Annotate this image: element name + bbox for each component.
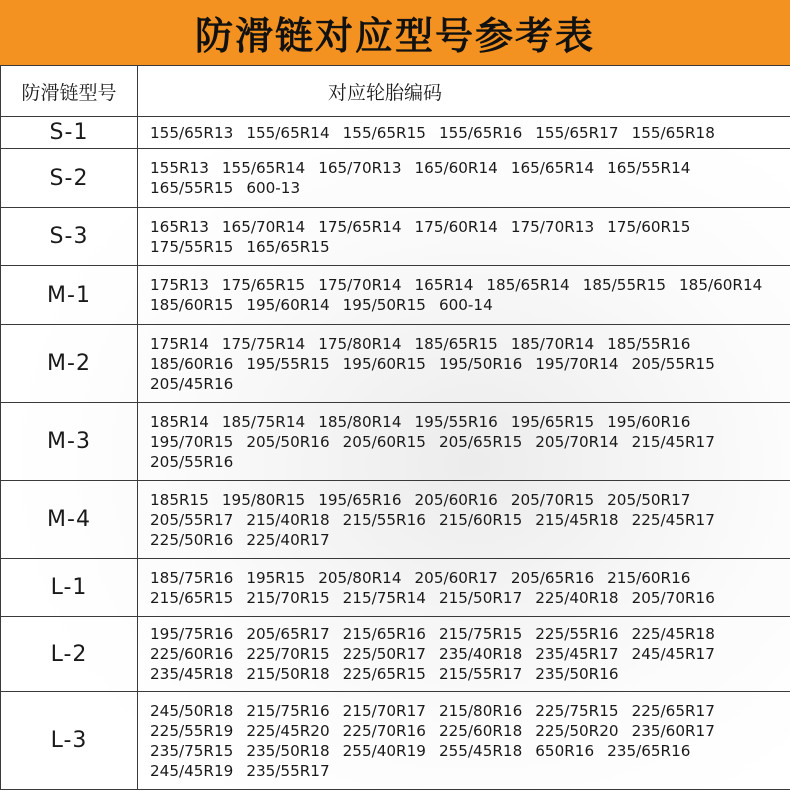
- tire-size-list: [138, 117, 790, 149]
- tire-size: 195/50R16: [438, 354, 523, 373]
- tire-size: 225/40R17: [246, 530, 330, 549]
- tire-size: 235/60R17: [631, 721, 715, 740]
- tire-size: 195/55R15: [246, 354, 330, 373]
- tire-size-list: [138, 559, 790, 617]
- title-banner: [0, 0, 790, 65]
- tire-size: 165/60R14: [414, 159, 498, 177]
- tire-size: 195/55R16: [414, 412, 498, 431]
- tire-size: 225/70R15: [246, 645, 330, 663]
- tire-size: 175R13: [150, 276, 209, 294]
- tire-size: 205/70R15: [510, 490, 595, 509]
- tire-size: 205/45R16: [150, 374, 234, 393]
- tire-size: 155R13: [150, 159, 209, 177]
- tire-size: 175/60R14: [414, 217, 498, 236]
- tire-size: 225/45R20: [246, 721, 330, 740]
- tire-size: 205/50R16: [246, 432, 330, 451]
- tire-size: 155/65R14: [221, 159, 306, 177]
- tire-size: 155/65R15: [342, 123, 426, 142]
- tire-size: 245/50R18: [150, 701, 234, 720]
- chain-model: M-1: [1, 266, 138, 325]
- tire-size: 185/75R14: [221, 412, 306, 431]
- tire-size: 215/60R15: [438, 510, 523, 529]
- tire-size: 195/70R15: [150, 432, 234, 451]
- tire-size: 225/75R15: [535, 701, 619, 720]
- tire-size: 155/65R14: [246, 123, 330, 142]
- tire-size: 215/55R16: [342, 510, 426, 529]
- tire-size: 185R14: [150, 412, 209, 431]
- tire-size: 225/50R20: [535, 721, 619, 740]
- tire-size: 195/60R15: [342, 354, 426, 373]
- tire-size: 175/55R15: [150, 237, 234, 256]
- tire-size: 175/70R13: [510, 217, 595, 236]
- tire-size: 205/55R15: [631, 354, 715, 373]
- tire-size: 195/65R15: [510, 412, 595, 431]
- tire-size: 185/75R16: [150, 568, 234, 587]
- table-row: [1, 481, 790, 559]
- tire-size: 225/60R18: [438, 721, 523, 740]
- tire-size: 165/70R13: [318, 159, 402, 177]
- tire-size: 245/45R17: [631, 645, 715, 663]
- tire-size: 195/70R14: [535, 354, 619, 373]
- tire-size: 195/80R15: [221, 490, 306, 509]
- tire-size: 155/65R16: [438, 123, 523, 142]
- tire-size: 205/80R14: [318, 568, 402, 587]
- tire-size-list: [138, 266, 790, 325]
- tire-size: 225/40R18: [535, 588, 619, 607]
- tire-size: 195/50R15: [342, 296, 426, 314]
- tire-size: 235/50R16: [535, 665, 619, 683]
- tire-size: 225/45R17: [631, 510, 715, 529]
- tire-size: 235/40R18: [438, 645, 523, 663]
- tire-size: 225/50R17: [342, 645, 426, 663]
- tire-size: 205/60R17: [414, 568, 498, 587]
- tire-size: 195/75R16: [150, 625, 234, 643]
- tire-size: 175/65R14: [318, 217, 402, 236]
- tire-size: 215/70R17: [342, 701, 426, 720]
- chain-model: M-3: [1, 403, 138, 481]
- tire-size: 165/65R14: [510, 159, 595, 177]
- table-row: [1, 617, 790, 692]
- tire-size: 215/55R17: [438, 665, 523, 683]
- table-row: [1, 149, 790, 208]
- tire-size: 185/55R15: [582, 276, 666, 294]
- tire-size: 225/65R17: [631, 701, 715, 720]
- reference-table-area: [0, 65, 790, 791]
- tire-size: 225/70R16: [342, 721, 426, 740]
- tire-size-list: [138, 403, 790, 481]
- tire-size: 215/40R18: [246, 510, 330, 529]
- chain-model: S-2: [1, 149, 138, 208]
- tire-size: 255/40R19: [342, 741, 426, 760]
- chain-model: L-2: [1, 617, 138, 692]
- tire-size: 215/45R17: [631, 432, 715, 451]
- tire-size: 185/60R14: [679, 276, 763, 294]
- tire-size: 165/55R15: [150, 179, 234, 197]
- header-model: 防滑链型号: [1, 66, 138, 117]
- tire-size: 175R14: [150, 334, 209, 353]
- table-row: [1, 403, 790, 481]
- header-sizes: 对应轮胎编码: [138, 66, 790, 117]
- chain-model: M-2: [1, 325, 138, 403]
- tire-size-list: [138, 481, 790, 559]
- tire-size: 185/60R16: [150, 354, 234, 373]
- tire-size: 185/65R15: [414, 334, 498, 353]
- tire-size: 255/45R18: [438, 741, 523, 760]
- tire-size-list: [138, 617, 790, 692]
- chain-model: S-1: [1, 117, 138, 149]
- tire-size: 215/75R15: [438, 625, 523, 643]
- tire-size: 205/65R15: [438, 432, 523, 451]
- tire-size: 235/45R17: [535, 645, 619, 663]
- tire-size: 205/60R16: [414, 490, 498, 509]
- tire-size: 215/45R18: [535, 510, 619, 529]
- tire-size: 205/55R16: [150, 452, 234, 471]
- tire-size: 650R16: [535, 741, 595, 760]
- table-row: [1, 208, 790, 266]
- tire-size: 155/65R13: [150, 123, 234, 142]
- reference-table: [0, 65, 790, 790]
- header-row: [1, 66, 790, 117]
- tire-size: 225/50R16: [150, 530, 234, 549]
- table-row: [1, 692, 790, 790]
- tire-size: 235/65R16: [607, 741, 691, 760]
- tire-size: 225/55R19: [150, 721, 234, 740]
- chain-model: M-4: [1, 481, 138, 559]
- tire-size: 215/80R16: [438, 701, 523, 720]
- tire-size: 165R14: [414, 276, 474, 294]
- tire-size: 175/80R14: [318, 334, 402, 353]
- tire-size: 185/60R15: [150, 296, 234, 314]
- tire-size: 225/55R16: [535, 625, 619, 643]
- tire-size: 205/65R17: [246, 625, 330, 643]
- tire-size: 215/70R15: [246, 588, 330, 607]
- table-row: [1, 559, 790, 617]
- table-row: [1, 266, 790, 325]
- tire-size-list: [138, 692, 790, 790]
- tire-size-list: [138, 325, 790, 403]
- tire-size: 215/65R15: [150, 588, 234, 607]
- tire-size: 600-14: [438, 296, 493, 314]
- tire-size: 195/60R16: [607, 412, 691, 431]
- tire-size: 215/65R16: [342, 625, 426, 643]
- tire-size: 185/65R14: [486, 276, 570, 294]
- tire-size: 185/70R14: [510, 334, 595, 353]
- tire-size: 235/50R18: [246, 741, 330, 760]
- table-row: [1, 117, 790, 149]
- tire-size-list: [138, 208, 790, 266]
- tire-size: 165/65R15: [246, 237, 330, 256]
- tire-size: 235/75R15: [150, 741, 234, 760]
- tire-size: 215/75R16: [246, 701, 330, 720]
- tire-size: 195R15: [246, 568, 306, 587]
- tire-size: 185/55R16: [607, 334, 691, 353]
- tire-size: 205/70R14: [535, 432, 619, 451]
- tire-size: 215/75R14: [342, 588, 426, 607]
- tire-size: 215/50R17: [438, 588, 523, 607]
- chain-model: S-3: [1, 208, 138, 266]
- tire-size: 175/75R14: [221, 334, 306, 353]
- tire-size: 155/65R18: [631, 123, 715, 142]
- tire-size: 175/60R15: [607, 217, 691, 236]
- tire-size: 205/60R15: [342, 432, 426, 451]
- tire-size: 600-13: [246, 179, 301, 197]
- table-row: [1, 325, 790, 403]
- tire-size: 155/65R17: [535, 123, 619, 142]
- tire-size: 165R13: [150, 217, 209, 236]
- tire-size: 215/50R18: [246, 665, 330, 683]
- tire-size: 245/45R19: [150, 761, 234, 780]
- chain-model: L-3: [1, 692, 138, 790]
- chain-model: L-1: [1, 559, 138, 617]
- tire-size: 175/70R14: [318, 276, 402, 294]
- tire-size: 205/70R16: [631, 588, 715, 607]
- tire-size-list: [138, 149, 790, 208]
- tire-size: 235/45R18: [150, 665, 234, 683]
- tire-size: 205/65R16: [510, 568, 595, 587]
- tire-size: 195/60R14: [246, 296, 330, 314]
- tire-size: 235/55R17: [246, 761, 330, 780]
- tire-size: 205/50R17: [607, 490, 691, 509]
- tire-size: 185/80R14: [318, 412, 402, 431]
- tire-size: 165/55R14: [607, 159, 691, 177]
- tire-size: 225/65R15: [342, 665, 426, 683]
- tire-size: 165/70R14: [221, 217, 306, 236]
- tire-size: 185R15: [150, 490, 209, 509]
- tire-size: 215/60R16: [607, 568, 691, 587]
- tire-size: 195/65R16: [318, 490, 402, 509]
- tire-size: 225/45R18: [631, 625, 715, 643]
- page-title: 防滑链对应型号参考表: [194, 14, 595, 58]
- tire-size: 225/60R16: [150, 645, 234, 663]
- tire-size: 175/65R15: [221, 276, 306, 294]
- tire-size: 205/55R17: [150, 510, 234, 529]
